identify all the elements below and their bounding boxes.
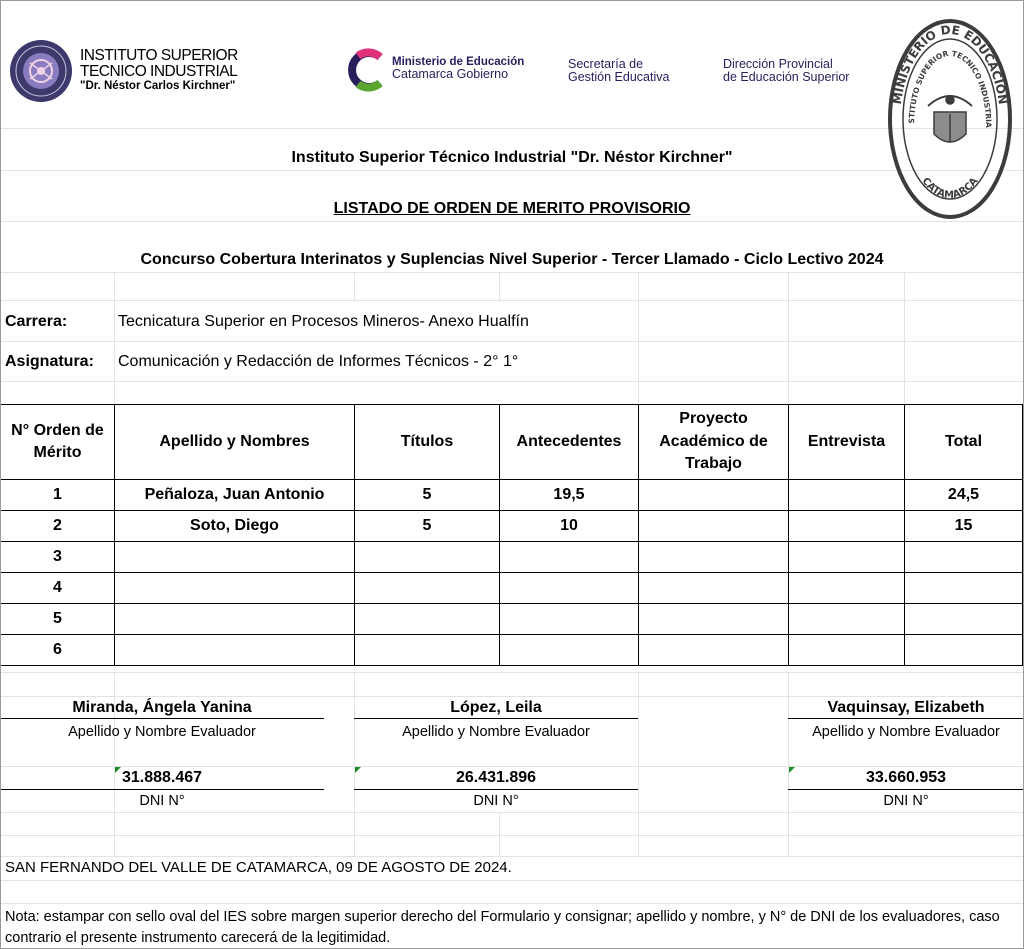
cell-total: 15 [905,511,1023,542]
gridline [0,903,1024,904]
cell-nombre: Soto, Diego [115,511,355,542]
evaluator-dni: 31.888.467 [121,769,203,786]
institute-logo [8,38,74,104]
header-proyecto: Proyecto Académico de Trabajo [639,405,789,480]
gridline [788,272,789,404]
signature-line [354,718,638,719]
evaluator-name: López, Leila [450,699,542,716]
secretaria-text [568,58,669,83]
stamp-inner-text: STITUTO SUPERIOR TECNICO INDUSTRIA [906,48,994,128]
cell-antecedentes: 19,5 [500,480,639,511]
gridline [0,856,1024,857]
ministry-logo-icon [346,48,390,92]
gridline [499,812,500,856]
gridline [0,341,1024,342]
asignatura-label: Asignatura: [5,353,94,370]
date-line: SAN FERNANDO DEL VALLE DE CATAMARCA, 09 DE AGOSTO DE 2024. [5,859,512,876]
cell-total: 24,5 [905,480,1023,511]
institute-logo-line2: TECNICO INDUSTRIAL [80,62,238,80]
cell-orden: 5 [1,604,115,635]
gridline [499,272,500,302]
carrera-label: Carrera: [5,313,68,330]
evaluator-dni-caption: DNI N° [883,793,929,809]
evaluator-caption: Apellido y Nombre Evaluador [812,724,1000,740]
gridline [638,272,639,404]
gridline [0,696,1024,697]
cell-total [905,604,1023,635]
gridline [114,272,115,404]
carrera-value: Tecnicatura Superior en Procesos Mineros- Anexo Hualfín [118,313,529,330]
listing-title: LISTADO DE ORDEN DE MERITO PROVISORIO [333,200,691,217]
cell-proyecto [639,542,789,573]
cell-titulos [355,542,500,573]
direccion-text [723,58,849,83]
cell-nombre [115,604,355,635]
signature-line [0,789,324,790]
cell-entrevista [789,635,905,666]
header-total: Total [905,405,1023,480]
institute-logo-line3: "Dr. Néstor Carlos Kirchner" [80,80,236,92]
cell-entrevista [789,542,905,573]
gridline [0,300,1024,301]
cell-entrevista [789,480,905,511]
cell-orden: 3 [1,542,115,573]
cell-proyecto [639,511,789,542]
cell-antecedentes [500,635,639,666]
gridline [0,766,1024,767]
ministry-logo-text [392,56,524,81]
cell-nombre [115,635,355,666]
header-entrevista: Entrevista [789,405,905,480]
cell-titulos [355,635,500,666]
cell-entrevista [789,511,905,542]
header-nombre: Apellido y Nombres [115,405,355,480]
cell-titulos: 5 [355,480,500,511]
gridline [0,272,1024,273]
merit-table [0,404,1023,666]
evaluator-caption: Apellido y Nombre Evaluador [402,724,590,740]
svg-text:MINISTERIO DE EDUCACION [890,23,1010,106]
secretaria-line2: Gestión Educativa [568,69,670,84]
evaluator-dni: 26.431.896 [455,769,537,786]
cell-titulos [355,604,500,635]
cell-titulos: 5 [355,511,500,542]
gridline [0,170,1024,171]
cell-antecedentes [500,573,639,604]
evaluator-dni-caption: DNI N° [139,793,185,809]
cell-antecedentes [500,604,639,635]
gridline [0,221,1024,222]
coat-of-arms-icon [928,96,972,142]
evaluator-caption: Apellido y Nombre Evaluador [68,724,256,740]
stamp-top-text: MINISTERIO DE EDUCACION [889,22,1011,106]
signature-line [788,789,1024,790]
asignatura-value: Comunicación y Redacción de Informes Técnicos - 2° 1° [118,353,519,370]
cell-total [905,635,1023,666]
gridline [0,835,1024,836]
cell-proyecto [639,573,789,604]
cell-antecedentes: 10 [500,511,639,542]
svg-text:CATAMARCA [920,176,981,201]
gridline [354,272,355,302]
cell-antecedentes [500,542,639,573]
cell-proyecto [639,480,789,511]
evaluator-dni: 33.660.953 [865,769,947,786]
cell-nombre [115,542,355,573]
table-row [1,604,1023,635]
ministry-line1: Ministerio de Educación [392,56,525,68]
gridline [638,672,639,856]
evaluator-name: Miranda, Ángela Yanina [72,699,252,716]
cell-proyecto [639,635,789,666]
gridline [0,381,1024,382]
evaluator-name: Vaquinsay, Elizabeth [827,699,985,716]
cell-entrevista [789,573,905,604]
table-header-row [1,405,1023,480]
signature-line [354,789,638,790]
cell-orden: 4 [1,573,115,604]
table-row [1,573,1023,604]
gridline [0,880,1024,881]
signature-line [788,718,1024,719]
gridline [904,272,905,404]
institute-logo-text [80,48,238,93]
cell-entrevista [789,604,905,635]
stamp-bottom-text: CATAMARCA [919,175,981,202]
direccion-line2: de Educación Superior [723,69,850,84]
table-row [1,542,1023,573]
signature-line [0,718,324,719]
header-antecedentes: Antecedentes [500,405,639,480]
evaluator-dni-caption: DNI N° [473,793,519,809]
table-row [1,480,1023,511]
gridline [0,812,1024,813]
ministry-stamp [884,14,1016,224]
header-orden: N° Orden de Mérito [1,405,115,480]
gridline [0,128,1024,129]
cell-nombre [115,573,355,604]
cell-orden: 6 [1,635,115,666]
gridline [0,672,1024,673]
secretaria-line1: Secretaría de [568,57,644,71]
institute-logo-line1: INSTITUTO SUPERIOR [80,47,238,64]
direccion-line1: Dirección Provincial [723,57,833,71]
cell-nombre: Peñaloza, Juan Antonio [115,480,355,511]
cell-total [905,542,1023,573]
cell-titulos [355,573,500,604]
header-titulos: Títulos [355,405,500,480]
cell-orden: 1 [1,480,115,511]
table-row [1,635,1023,666]
footer-note: Nota: estampar con sello oval del IES sobre margen superior derecho del Formulario y consignar; apellido y nombre, y N° de DNI de los evaluadores, caso contrario el presente instrumento carecerá de la legitimidad. [5,909,1000,947]
cell-total [905,573,1023,604]
contest-title: Concurso Cobertura Interinatos y Suplencias Nivel Superior - Tercer Llamado - Ciclo Lectivo 2024 [140,251,884,268]
institute-title: Instituto Superior Técnico Industrial "Dr. Néstor Kirchner" [291,149,733,166]
ministry-line2: Catamarca Gobierno [392,67,509,82]
cell-orden: 2 [1,511,115,542]
cell-proyecto [639,604,789,635]
table-row [1,511,1023,542]
